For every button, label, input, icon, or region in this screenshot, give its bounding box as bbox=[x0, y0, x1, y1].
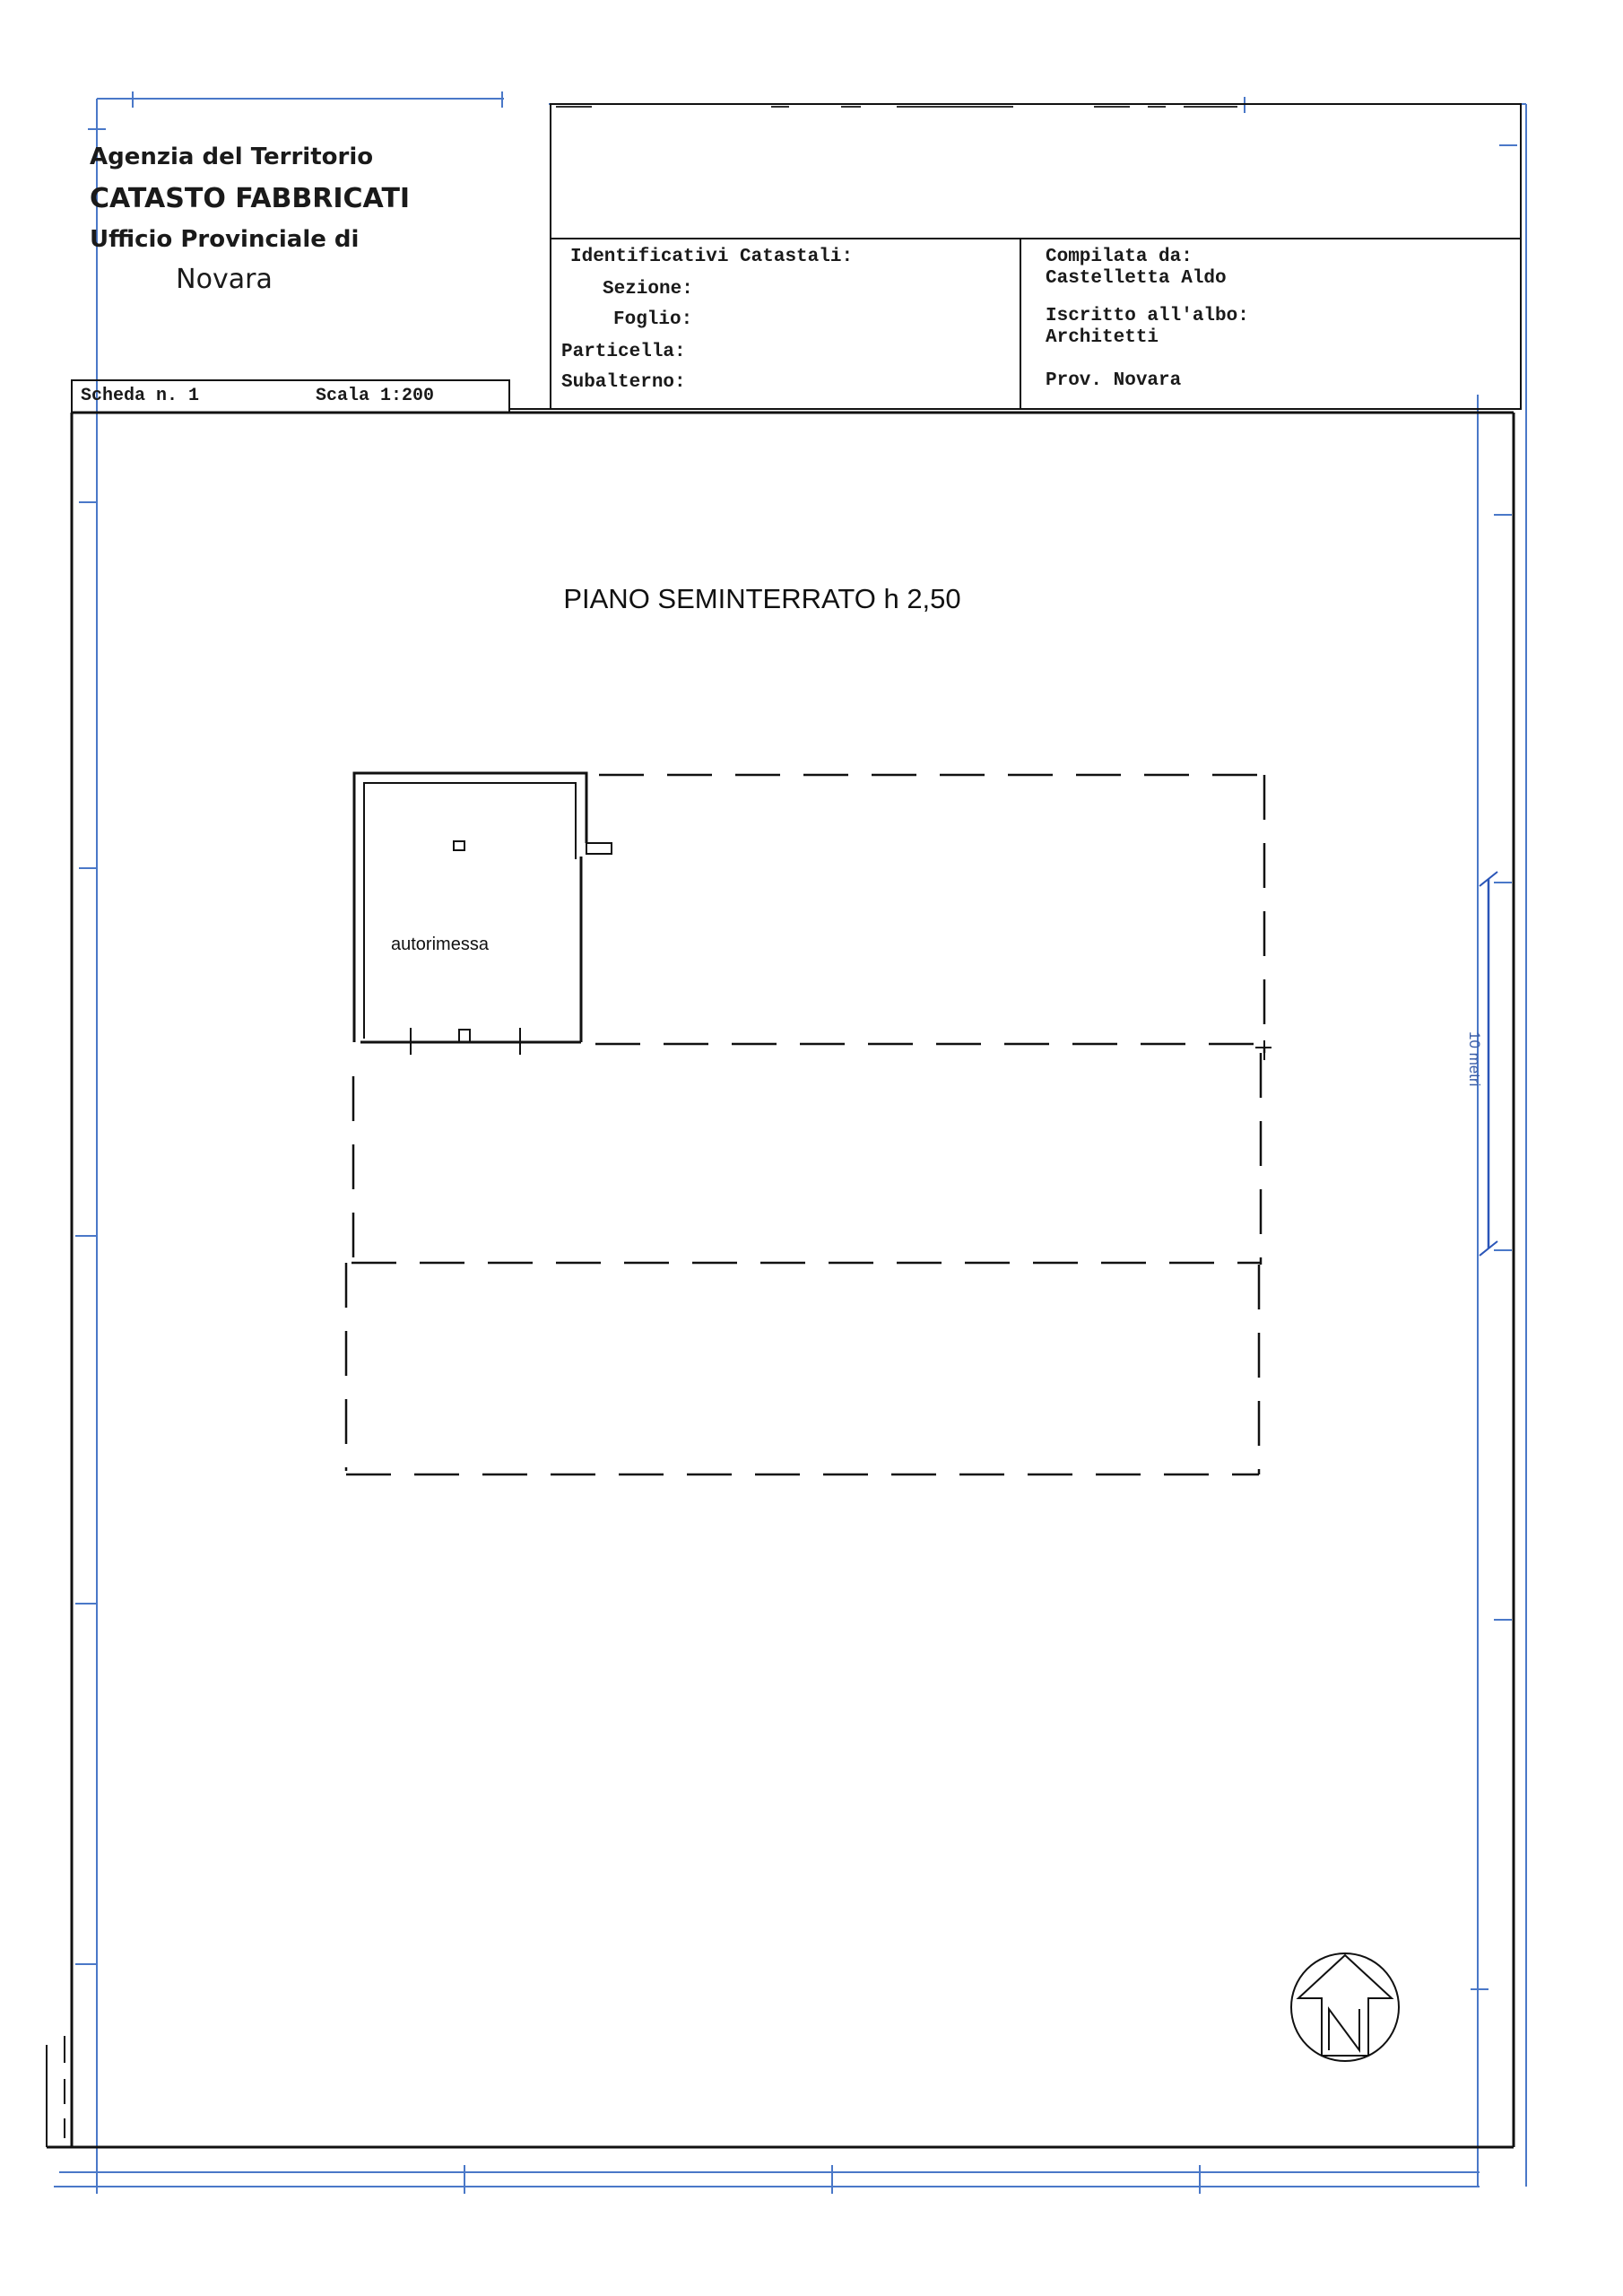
registration-frame bbox=[54, 91, 1526, 2194]
sheet-field-label: Foglio: bbox=[613, 309, 693, 330]
register-label: Iscritto all'albo: bbox=[1046, 306, 1249, 326]
room-label: autorimessa bbox=[391, 935, 489, 954]
province-label: Prov. Novara bbox=[1046, 370, 1182, 391]
plan-title: PIANO SEMINTERRATO h 2,50 bbox=[563, 583, 961, 614]
catasto-title: CATASTO FABBRICATI bbox=[90, 183, 411, 214]
parcel-label: Particella: bbox=[561, 342, 686, 362]
garage-room bbox=[354, 773, 612, 1055]
sheet-number: Scheda n. 1 bbox=[81, 386, 200, 406]
office-city: Novara bbox=[176, 264, 273, 295]
building-outline bbox=[346, 775, 1264, 1474]
subaltern-label: Subalterno: bbox=[561, 372, 686, 393]
agency-name: Agenzia del Territorio bbox=[90, 144, 374, 170]
register-value: Architetti bbox=[1046, 327, 1159, 348]
compiled-by-label: Compilata da: bbox=[1046, 247, 1193, 267]
scale-bar-label: 10 metri bbox=[1466, 1031, 1483, 1087]
identifiers-title: Identificativi Catastali: bbox=[570, 247, 854, 267]
office-label: Ufficio Provinciale di bbox=[90, 226, 360, 253]
scale-value: Scala 1:200 bbox=[316, 386, 435, 406]
compiled-by-name: Castelletta Aldo bbox=[1046, 268, 1227, 289]
section-label: Sezione: bbox=[603, 279, 693, 300]
north-arrow-icon bbox=[1291, 1953, 1399, 2061]
drawing-frame bbox=[47, 413, 1514, 2147]
